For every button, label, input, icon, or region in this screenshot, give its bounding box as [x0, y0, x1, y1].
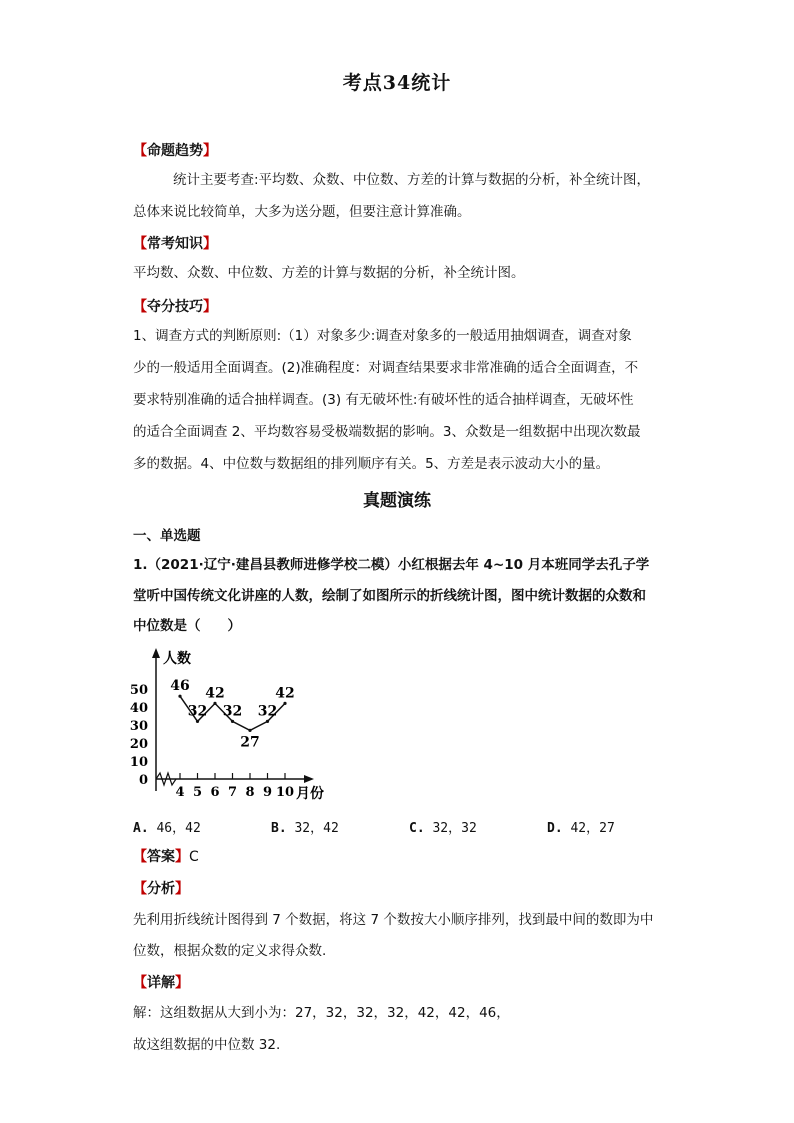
option-c[interactable]	[409, 817, 477, 836]
tips-line-1: 1、调查方式的判断原则:（1）对象多少:调查对象多的一般适用抽烟调查，调查对象	[133, 328, 632, 344]
data-labels	[170, 678, 294, 750]
answer-head: 答案	[147, 849, 175, 865]
analysis-line-2: 位数，根据众数的定义求得众数.	[133, 943, 327, 959]
answer-value: C	[189, 849, 199, 865]
y-tick-label: 40	[129, 701, 148, 716]
tips-line-3: 要求特别准确的适合抽样调查。(3) 有无破坏性:有破坏性的适合抽样调查，无破坏性	[133, 392, 634, 408]
x-tick-label: 4	[175, 785, 185, 800]
data-label: 46	[170, 678, 190, 695]
tips-line-5: 多的数据。4、中位数与数据组的排列顺序有关。5、方差是表示波动大小的量。	[133, 456, 610, 472]
x-tick-label: 7	[227, 785, 238, 800]
bracket-left: 【	[133, 881, 147, 897]
option-b-text: 32，42	[294, 821, 339, 836]
data-label: 32	[222, 703, 243, 720]
data-point	[213, 702, 216, 705]
bracket-right: 】	[203, 143, 217, 159]
y-axis-label: 人数	[163, 651, 191, 667]
tips-line-2: 少的一般适用全面调查。(2)准确程度：对调查结果要求非常准确的适合全面调查，不	[133, 360, 639, 376]
data-label: 32	[187, 703, 208, 720]
question-line-3: 中位数是（ ）	[133, 618, 241, 634]
option-c-label: C.	[409, 821, 425, 836]
bracket-right: 】	[175, 881, 189, 897]
section-head-trend	[133, 140, 217, 160]
practice-subtitle: 真题演练	[363, 491, 431, 511]
option-b[interactable]	[271, 817, 339, 836]
knowledge-line-1: 平均数、众数、中位数、方差的计算与数据的分析，补全统计图。	[133, 265, 525, 281]
x-tick-label: 10	[275, 785, 295, 800]
analysis-line-1: 先利用折线统计图得到 7 个数据，将这 7 个数按大小顺序排列，找到最中间的数即为中	[133, 912, 654, 928]
data-point	[283, 702, 286, 705]
page-title: 考点34统计	[342, 72, 452, 94]
y-tick-label: 0	[138, 773, 148, 788]
option-b-label: B.	[271, 821, 287, 836]
bracket-left: 【	[133, 849, 147, 865]
data-point	[248, 729, 251, 732]
detail-line-1: 解：这组数据从大到小为：27，32，32，32，42，42，46，	[133, 1005, 510, 1021]
bracket-right: 】	[175, 849, 189, 865]
section-head-trend-label: 命题趋势	[147, 143, 203, 159]
option-d[interactable]	[547, 817, 615, 836]
x-tick-label: 6	[210, 785, 220, 800]
data-point	[196, 720, 199, 723]
part-head: 一、单选题	[133, 528, 201, 544]
x-tick-label: 9	[262, 785, 273, 800]
data-label: 27	[240, 734, 260, 751]
detail-head: 详解	[147, 975, 175, 991]
x-tick-label: 8	[245, 785, 255, 800]
bracket-left: 【	[133, 299, 147, 315]
y-tick-label: 50	[129, 683, 148, 698]
option-a-label: A.	[133, 821, 149, 836]
trend-line-1: 统计主要考查:平均数、众数、中位数、方差的计算与数据的分析，补全统计图，	[173, 172, 651, 188]
analysis-head: 分析	[147, 881, 175, 897]
option-d-text: 42，27	[570, 821, 615, 836]
data-label: 42	[205, 685, 225, 702]
option-c-text: 32，32	[432, 821, 477, 836]
line-chart	[120, 640, 350, 810]
x-axis-arrow-icon	[304, 775, 314, 783]
y-tick-label: 10	[129, 755, 148, 770]
x-axis-label: 月份	[296, 786, 324, 802]
trend-line-2: 总体来说比较简单，大多为送分题，但要注意计算准确。	[133, 204, 471, 220]
data-point	[266, 720, 269, 723]
bracket-right: 】	[175, 975, 189, 991]
option-d-label: D.	[547, 821, 563, 836]
data-label: 42	[275, 685, 295, 702]
section-head-tips	[133, 296, 217, 316]
data-point	[178, 695, 181, 698]
option-a-text: 46，42	[156, 821, 201, 836]
y-axis-arrow-icon	[152, 648, 160, 658]
data-point	[231, 720, 234, 723]
detail-line-2: 故这组数据的中位数 32.	[133, 1037, 281, 1053]
section-head-detail	[133, 972, 189, 992]
question-line-2: 堂听中国传统文化讲座的人数，绘制了如图所示的折线统计图，图中统计数据的众数和	[133, 588, 646, 604]
y-tick-label: 30	[129, 719, 148, 734]
answer-row	[133, 846, 199, 866]
data-label: 32	[257, 703, 278, 720]
bracket-right: 】	[203, 299, 217, 315]
section-head-knowledge-label: 常考知识	[147, 236, 203, 252]
bracket-left: 【	[133, 143, 147, 159]
line-chart-svg	[120, 640, 350, 810]
option-a[interactable]	[133, 817, 201, 836]
bracket-right: 】	[203, 236, 217, 252]
question-line-1: 1.（2021·辽宁·建昌县教师进修学校二模）小红根据去年 4~10 月本班同学去孔子学	[133, 557, 650, 573]
y-ticks	[130, 683, 148, 788]
section-head-analysis	[133, 878, 189, 898]
y-tick-label: 20	[129, 737, 148, 752]
x-ticks	[175, 773, 294, 800]
x-tick-label: 5	[192, 785, 203, 800]
bracket-left: 【	[133, 975, 147, 991]
bracket-left: 【	[133, 236, 147, 252]
section-head-tips-label: 夺分技巧	[147, 299, 203, 315]
tips-line-4: 的适合全面调查 2、平均数容易受极端数据的影响。3、众数是一组数据中出现次数最	[133, 424, 641, 440]
section-head-knowledge	[133, 233, 217, 253]
